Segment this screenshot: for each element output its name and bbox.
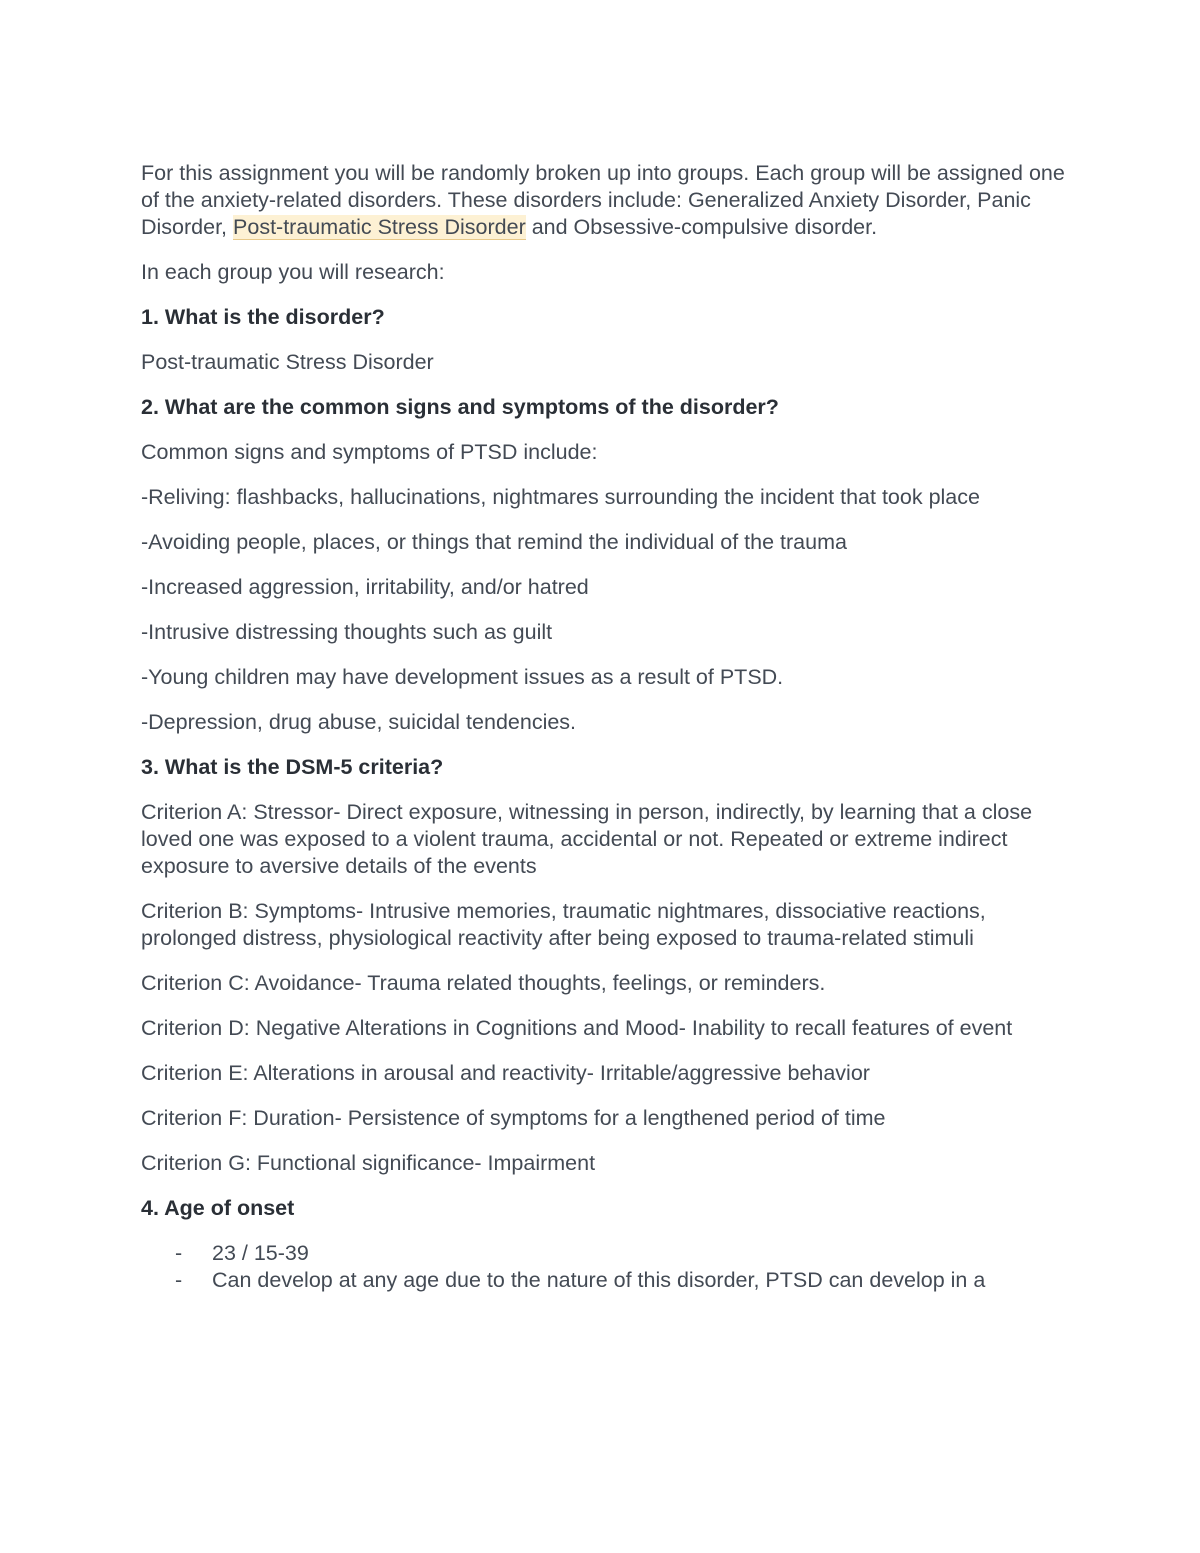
question-2-heading: 2. What are the common signs and symptoms of the disorder? xyxy=(141,395,779,419)
dash-bullet: - xyxy=(175,1241,183,1265)
criterion-g: Criterion G: Functional significance- Impairment xyxy=(141,1151,596,1175)
symptom-item: -Avoiding people, places, or things that remind the individual of the trauma xyxy=(141,530,847,554)
document-page xyxy=(141,160,1071,1294)
symptom-item: -Increased aggression, irritability, and/or hatred xyxy=(141,575,589,599)
onset-item-text: Can develop at any age due to the nature of this disorder, PTSD can develop in a xyxy=(212,1268,986,1292)
dash-bullet: - xyxy=(175,1268,183,1292)
criterion-b: Criterion B: Symptoms- Intrusive memories, traumatic nightmares, dissociative reactions, prolonged distress, physiological reactivity after being exposed to trauma-related stimuli xyxy=(141,899,986,950)
question-3-heading: 3. What is the DSM-5 criteria? xyxy=(141,755,444,779)
symptom-item: -Intrusive distressing thoughts such as guilt xyxy=(141,620,553,644)
symptom-item: -Young children may have development issues as a result of PTSD. xyxy=(141,665,784,689)
onset-item-text: 23 / 15-39 xyxy=(212,1241,309,1265)
intro-paragraph xyxy=(141,160,1071,241)
intro-text-after: and Obsessive-compulsive disorder. xyxy=(525,215,878,239)
highlighted-text[interactable]: Post-traumatic Stress Disorder xyxy=(233,215,526,239)
criterion-a: Criterion A: Stressor- Direct exposure, witnessing in person, indirectly, by learning that a close loved one was exposed to a violent trauma, accidental or not. Repeated or extreme indirect exposure to aversive details of the events xyxy=(141,800,1033,878)
symptom-item: -Depression, drug abuse, suicidal tendencies. xyxy=(141,710,577,734)
onset-list xyxy=(141,1240,1071,1294)
list-item xyxy=(141,1267,1071,1294)
question-1-answer: Post-traumatic Stress Disorder xyxy=(141,350,434,374)
symptom-item: -Reliving: flashbacks, hallucinations, nightmares surrounding the incident that took place xyxy=(141,485,980,509)
criterion-f: Criterion F: Duration- Persistence of symptoms for a lengthened period of time xyxy=(141,1106,886,1130)
question-1-heading: 1. What is the disorder? xyxy=(141,305,385,329)
research-intro: In each group you will research: xyxy=(141,260,445,284)
intro-text-before: For this assignment you will be randomly broken up into groups. Each group will be assigned one of the anxiety-related disorders. These disorders include: Generalized Anxiety Disorder, Panic Disorder, xyxy=(141,161,1065,239)
question-4-heading: 4. Age of onset xyxy=(141,1196,295,1220)
list-item xyxy=(141,1240,1071,1267)
criterion-d: Criterion D: Negative Alterations in Cognitions and Mood- Inability to recall features of event xyxy=(141,1016,1013,1040)
criterion-e: Criterion E: Alterations in arousal and reactivity- Irritable/aggressive behavior xyxy=(141,1061,870,1085)
criterion-c: Criterion C: Avoidance- Trauma related thoughts, feelings, or reminders. xyxy=(141,971,826,995)
symptoms-lead: Common signs and symptoms of PTSD include: xyxy=(141,440,598,464)
